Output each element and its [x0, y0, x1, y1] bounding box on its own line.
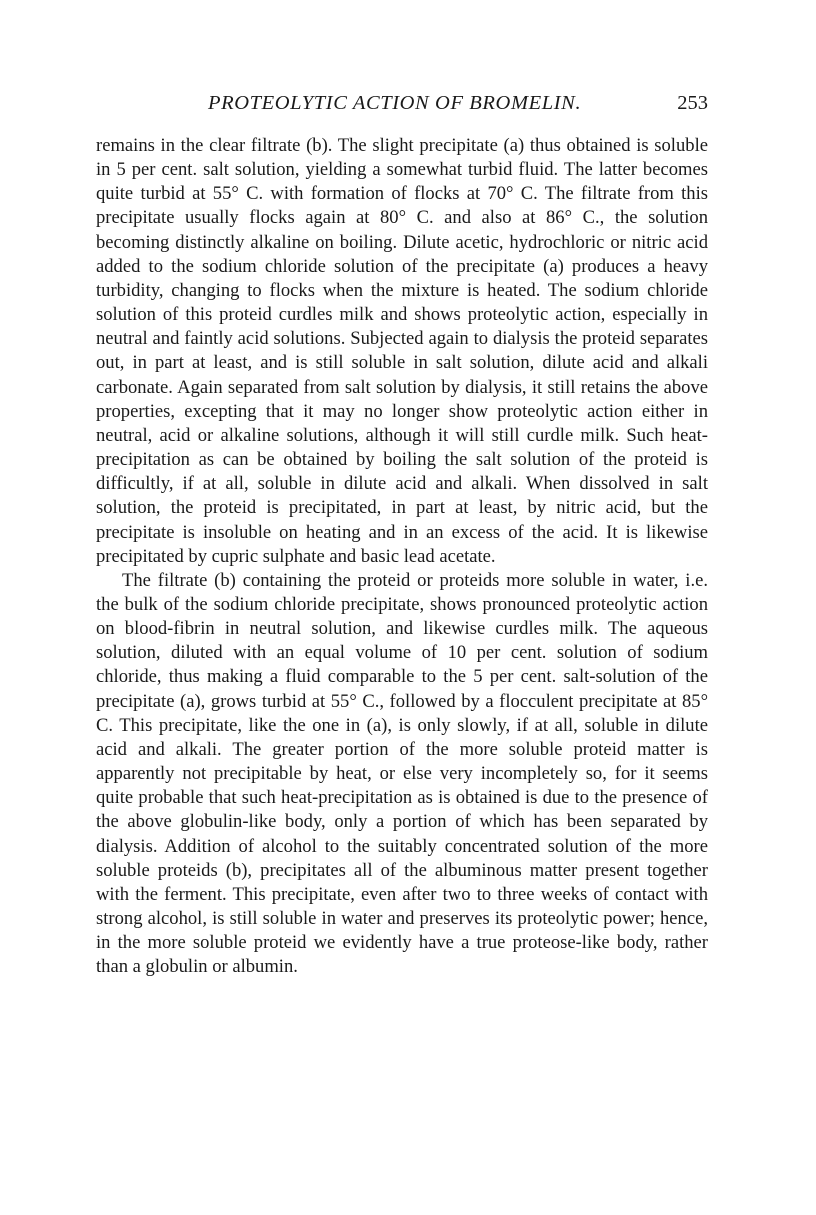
page-header [96, 92, 708, 122]
body-text [96, 134, 708, 979]
paragraph-2: The filtrate (b) containing the proteid or proteids more soluble in water, i.e. the bulk of the sodium chloride precipitate, shows pronounced proteolytic action on blood-fibrin in neutral solution, and likewise curdles milk. The aqueous solution, diluted with an equal volume of 10 per cent. solution of sodium chloride, thus making a fluid comparable to the 5 per cent. salt-solution of the precipitate (a), grows turbid at 55° C., followed by a flocculent precipitate at 85° C. This precipitate, like the one in (a), is only slowly, if at all, soluble in dilute acid and alkali. The greater portion of the more soluble proteid matter is apparently not precipitable by heat, or else very incompletely so, for it seems quite probable that such heat-precipitation as is obtained is due to the presence of the above globulin-like body, only a portion of which has been separated by dialysis. Addition of alcohol to the suitably concentrated solution of the more soluble proteids (b), precipitates all of the albuminous matter present together with the ferment. This precipitate, even after two to three weeks of contact with strong alcohol, is still soluble in water and preserves its proteolytic power; hence, in the more soluble proteid we evidently have a true proteose-like body, rather than a globulin or albumin. [96, 569, 708, 978]
running-head: PROTEOLYTIC ACTION OF BROMELIN. [208, 92, 582, 114]
page-number: 253 [677, 92, 708, 114]
paragraph-1: remains in the clear filtrate (b). The slight precipitate (a) thus obtained is soluble in 5 per cent. salt solution, yielding a somewhat turbid fluid. The latter becomes quite turbid at 55° C. with formation of flocks at 70° C. The filtrate from this precipitate usually flocks again at 80° C. and also at 86° C., the solution becoming distinctly alkaline on boiling. Dilute acetic, hydrochloric or nitric acid added to the sodium chloride solution of the precipitate (a) produces a heavy turbidity, changing to flocks when the mixture is heated. The sodium chloride solution of this proteid curdles milk and shows proteolytic action, especially in neutral and faintly acid solutions. Subjected again to dialysis the proteid separates out, in part at least, and is still soluble in salt solution, dilute acid and alkali carbonate. Again separated from salt solution by dialysis, it still retains the above properties, excepting that it may no longer show proteolytic action either in neutral, acid or alkaline solutions, although it will still curdle milk. Such heat-precipitation as can be obtained by boiling the salt solution of the proteid is difficultly, if at all, soluble in dilute acid and alkali. When dissolved in salt solution, the proteid is precipitated, in part at least, by nitric acid, but the precipitate is insoluble on heating and in an excess of the acid. It is likewise precipitated by cupric sulphate and basic lead acetate. [96, 135, 708, 567]
